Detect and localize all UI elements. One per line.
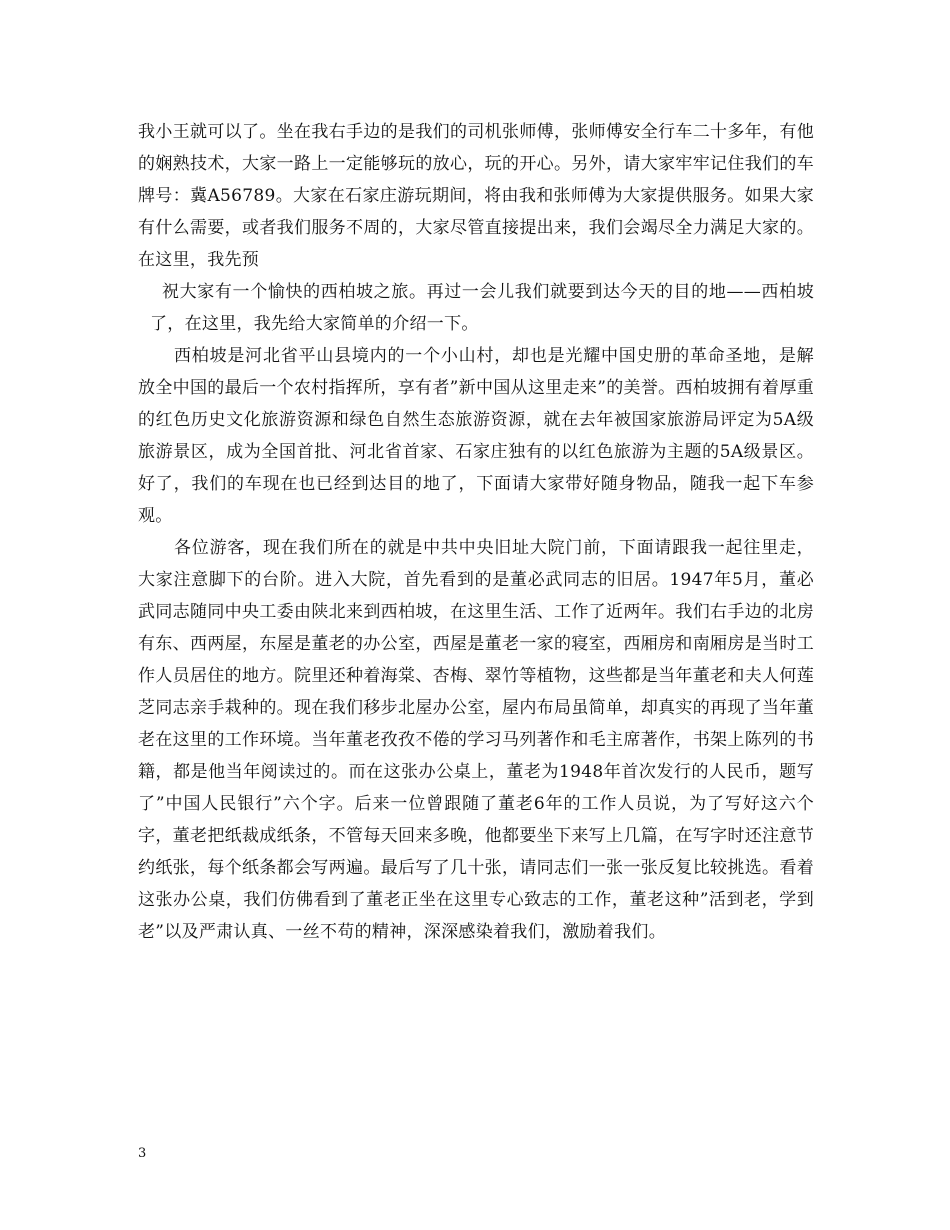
document-body — [138, 116, 814, 948]
paragraph-2: 祝大家有一个愉快的西柏坡之旅。再过一会儿我们就要到达今天的目的地——西柏坡了，在这里，我先给大家简单的介绍一下。 — [150, 282, 814, 334]
paragraph-1: 我小王就可以了。坐在我右手边的是我们的司机张师傅，张师傅安全行车二十多年，有他的娴熟技术，大家一路上一定能够玩的放心，玩的开心。另外，请大家牢牢记住我们的车牌号：冀A56789。大家在石家庄游玩期间，将由我和张师傅为大家提供服务。如果大家有什么需要，或者我们服务不周的，大家尽管直接提出来，我们会竭尽全力满足大家的。在这里，我先预 — [138, 122, 814, 270]
page-number: 3 — [138, 1146, 147, 1161]
paragraph-4: 各位游客，现在我们所在的就是中共中央旧址大院门前，下面请跟我一起往里走，大家注意脚下的台阶。进入大院，首先看到的是董必武同志的旧居。1947年5月，董必武同志随同中央工委由陕北来到西柏坡，在这里生活、工作了近两年。我们右手边的北房有东、西两屋，东屋是董老的办公室，西屋是董老一家的寝室，西厢房和南厢房是当时工作人员居住的地方。院里还种着海棠、杏梅、翠竹等植物，这些都是当年董老和夫人何莲芝同志亲手栽种的。现在我们移步北屋办公室，屋内布局虽简单，却真实的再现了当年董老在这里的工作环境。当年董老孜孜不倦的学习马列著作和毛主席著作，书架上陈列的书籍，都是他当年阅读过的。而在这张办公桌上，董老为1948年首次发行的人民币，题写了”中国人民银行”六个字。后来一位曾跟随了董老6年的工作人员说，为了写好这六个字，董老把纸裁成纸条，不管每天回来多晚，他都要坐下来写上几篇，在写字时还注意节约纸张，每个纸条都会写两遍。最后写了几十张，请同志们一张一张反复比较挑选。看着这张办公桌，我们仿佛看到了董老正坐在这里专心致志的工作，董老这种”活到老，学到老”以及严肃认真、一丝不苟的精神，深深感染着我们，激励着我们。 — [138, 538, 814, 942]
paragraph-3: 西柏坡是河北省平山县境内的一个小山村，却也是光耀中国史册的革命圣地，是解放全中国的最后一个农村指挥所，享有者”新中国从这里走来”的美誉。西柏坡拥有着厚重的红色历史文化旅游资源和绿色自然生态旅游资源，就在去年被国家旅游局评定为5A级旅游景区，成为全国首批、河北省首家、石家庄独有的以红色旅游为主题的5A级景区。好了，我们的车现在也已经到达目的地了，下面请大家带好随身物品，随我一起下车参观。 — [138, 346, 814, 526]
